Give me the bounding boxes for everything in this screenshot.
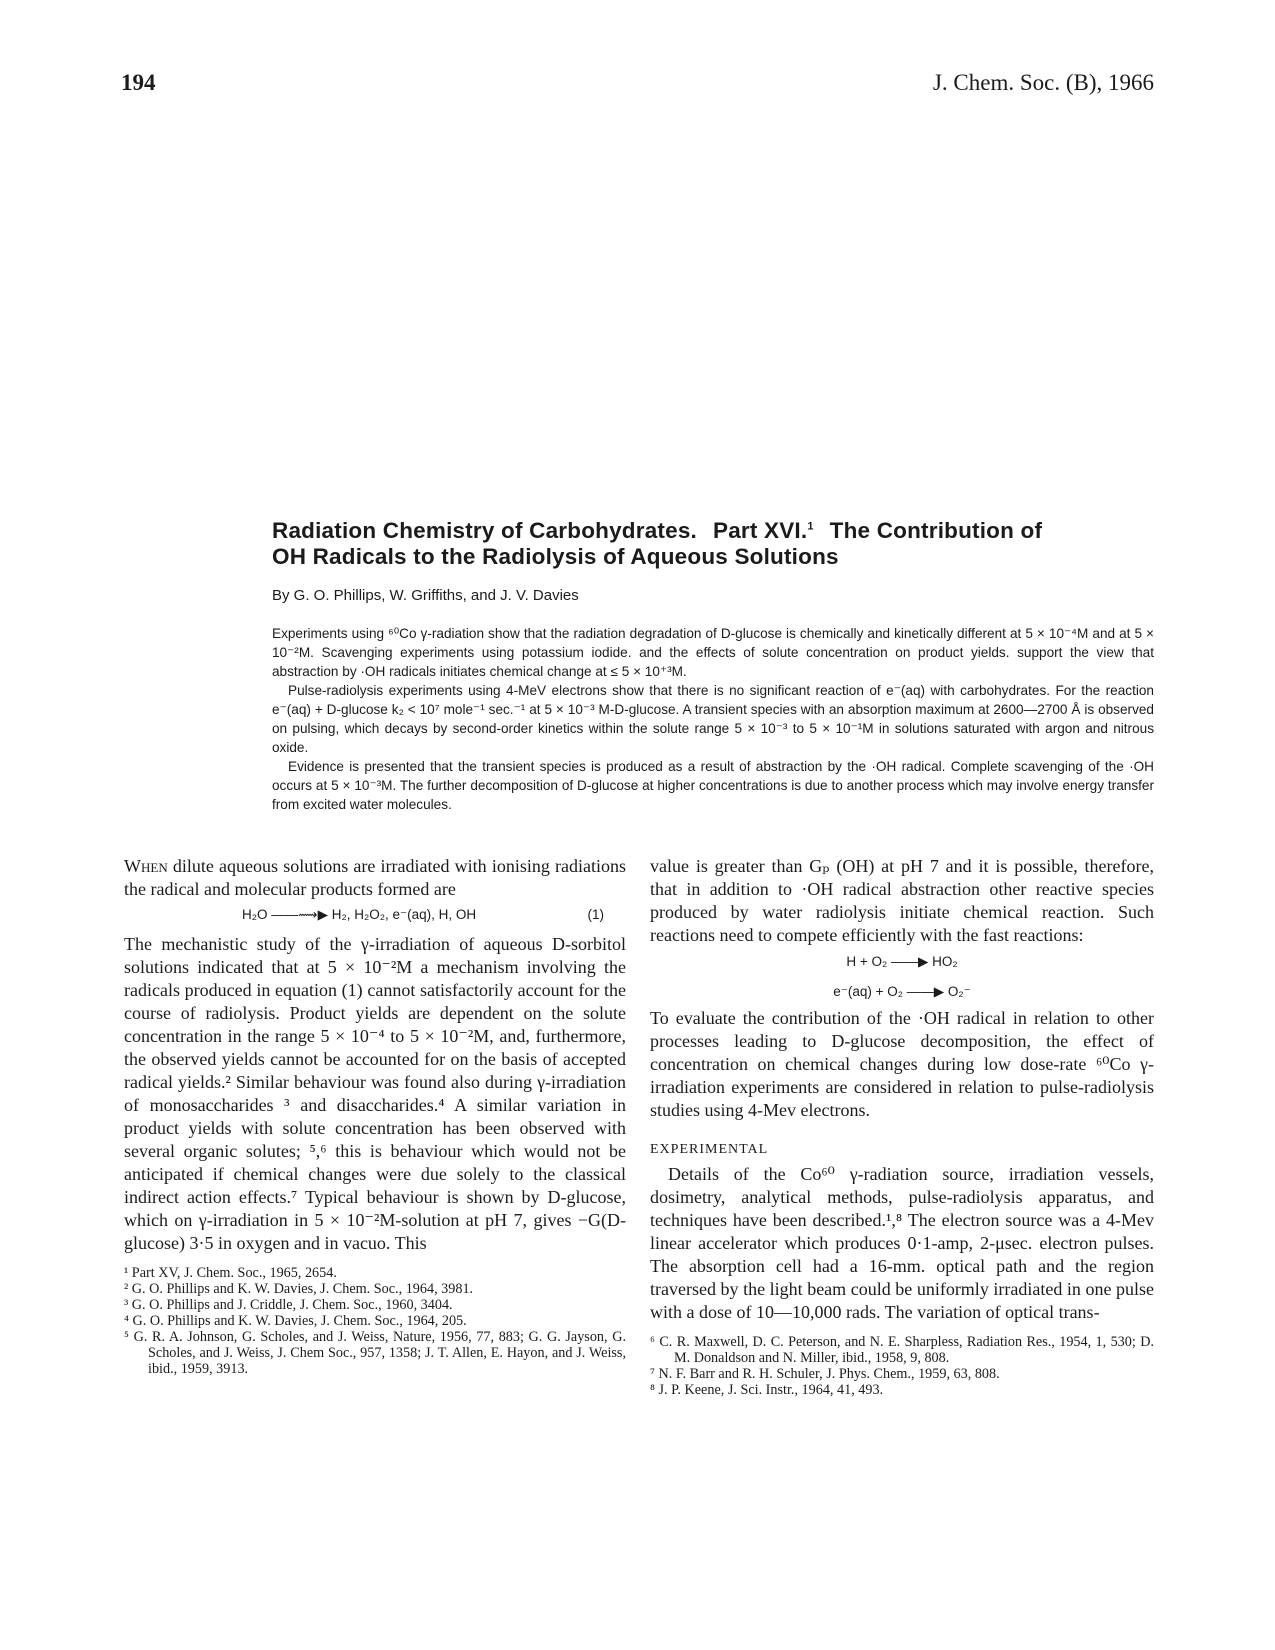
footnote: ³ G. O. Phillips and J. Criddle, J. Chem. Soc., 1960, 3404. [124,1297,453,1313]
body-paragraph: The mechanistic study of the γ-irradiation of aqueous D-sorbitol solutions indicated that at 5 × 10⁻²M a mechanism involving the radicals produced in equation (1) cannot satisfactorily account for the course of radiolysis. Product yields are dependent on the solute concentration in the range 5 × 10⁻⁴ to 5 × 10⁻²M, and, furthermore, the observed yields cannot be accounted for on the basis of accepted radical yields.² Similar behaviour was found also during γ-irradiation of monosaccharides ³ and disaccharides.⁴ A similar variation in product yields with solute concentration has been observed with several organic solutes; ⁵,⁶ this is behaviour which would not be anticipated if chemical changes were due solely to the classical indirect action effects.⁷ Typical behaviour is shown by D-glucose, which on γ-irradiation in 5 × 10⁻²M-solution at pH 7, gives −G(D-glucose) 3·5 in oxygen and in vacuo. This [124,934,626,1253]
equation-2: H + O₂ ——▶ HO₂ [846,954,958,969]
left-column [124,855,626,1377]
footnote: ⁸ J. P. Keene, J. Sci. Instr., 1964, 41, 493. [650,1382,884,1398]
title-ref: 1 [807,520,814,533]
abstract-paragraph-2: Pulse-radiolysis experiments using 4-MeV electrons show that there is no significant reaction of e⁻(aq) with carbohydrates. For the reaction e⁻(aq) + D-glucose k₂ < 10⁷ mole⁻¹ sec.⁻¹ at 5 × 10⁻³ M-D-glucose. A transient species with an absorption maximum at 2600—2700 Å is observed on pulsing, which decays by second-order kinetics within the solute range 5 × 10⁻³ to 5 × 10⁻¹M in solutions saturated with argon and nitrous oxide. [272,683,1154,755]
footnote: ² G. O. Phillips and K. W. Davies, J. Chem. Soc., 1964, 3981. [124,1281,474,1297]
authors: By G. O. Phillips, W. Griffiths, and J. V. Davies [272,587,579,604]
title-block [272,518,1154,604]
equation-1 [124,903,626,927]
page-number: 194 [121,70,156,95]
footnote: ⁶ C. R. Maxwell, D. C. Peterson, and N. E. Sharpless, Radiation Res., 1954, 1, 530; D. M. Donaldson and N. Miller, ibid., 1958, 9, 808. [650,1334,1154,1366]
footnotes-right [650,1334,1154,1398]
equation-1-expression: H₂O ——⟿▶ H₂, H₂O₂, e⁻(aq), H, OH [242,907,477,922]
abstract-paragraph-1: Experiments using ⁶⁰Co γ-radiation show that the radiation degradation of D-glucose is chemically and kinetically different at 5 × 10⁻⁴M and at 5 × 10⁻²M. Scavenging experiments using potassium iodide. and the effects of solute concentration on product yields. support the view that abstraction by ·OH radicals initiates chemical change at ≤ 5 × 10⁺³M. [272,626,1154,679]
intro-paragraph [124,855,626,901]
title-part3: The Contribution of [829,518,1043,543]
title-part1: Radiation Chemistry of Carbohydrates. [272,518,697,543]
article-title [272,518,1154,570]
footnotes-left [124,1265,626,1377]
abstract [272,624,1154,814]
abstract-paragraph-3: Evidence is presented that the transient species is produced as a result of abstraction by the ·OH radical. Complete scavenging of the ·OH occurs at 5 × 10⁻³M. The further decomposition of D-glucose at higher concentrations is due to another process which may involve energy transfer from excited water molecules. [272,759,1154,812]
section-heading-experimental: EXPERIMENTAL [650,1142,769,1157]
footnote: ⁴ G. O. Phillips and K. W. Davies, J. Chem. Soc., 1964, 205. [124,1313,467,1329]
equation-3: e⁻(aq) + O₂ ——▶ O₂⁻ [833,984,971,999]
right-column [650,855,1154,1398]
equation-1-number: (1) [587,907,604,922]
lead-word: When [124,856,168,876]
journal-running-head: J. Chem. Soc. (B), 1966 [932,70,1154,95]
intro-text: dilute aqueous solutions are irradiated with ionising radiations the radical and molecular products formed are [124,856,626,899]
footnote: ¹ Part XV, J. Chem. Soc., 1965, 2654. [124,1265,337,1281]
footnote: ⁵ G. R. A. Johnson, G. Scholes, and J. Weiss, Nature, 1956, 77, 883; G. G. Jayson, G. Scholes, and J. Weiss, J. Chem Soc., 957, 1358; J. T. Allen, E. Hayon, and J. Weiss, ibid., 1959, 3913. [124,1329,626,1377]
body-paragraph: value is greater than Gₚ (OH) at pH 7 and it is possible, therefore, that in addition to ·OH radical abstraction other reactive species produced by water radiolysis initiate chemical reaction. Such reactions need to compete efficiently with the fast reactions: [650,856,1154,945]
footnote: ⁷ N. F. Barr and R. H. Schuler, J. Phys. Chem., 1959, 63, 808. [650,1366,1000,1382]
body-paragraph: To evaluate the contribution of the ·OH radical in relation to other processes leading to D-glucose decomposition, the effect of concentration on chemical changes during low dose-rate ⁶⁰Co γ-irradiation experiments are considered in relation to pulse-radiolysis studies using 4-Mev electrons. [650,1008,1154,1120]
experimental-paragraph: Details of the Co⁶⁰ γ-radiation source, irradiation vessels, dosimetry, analytical methods, pulse-radiolysis apparatus, and techniques have been described.¹,⁸ The electron source was a 4-Mev linear accelerator which produces 0·1-amp, 2-μsec. electron pulses. The absorption cell had a 16-mm. optical path and the region traversed by the light beam could be uniformly irradiated in one pulse with a dose of 10—10,000 rads. The variation of optical trans- [650,1164,1154,1322]
title-part2: Part XVI. [712,518,808,543]
title-line2: OH Radicals to the Radiolysis of Aqueous Solutions [272,544,839,569]
